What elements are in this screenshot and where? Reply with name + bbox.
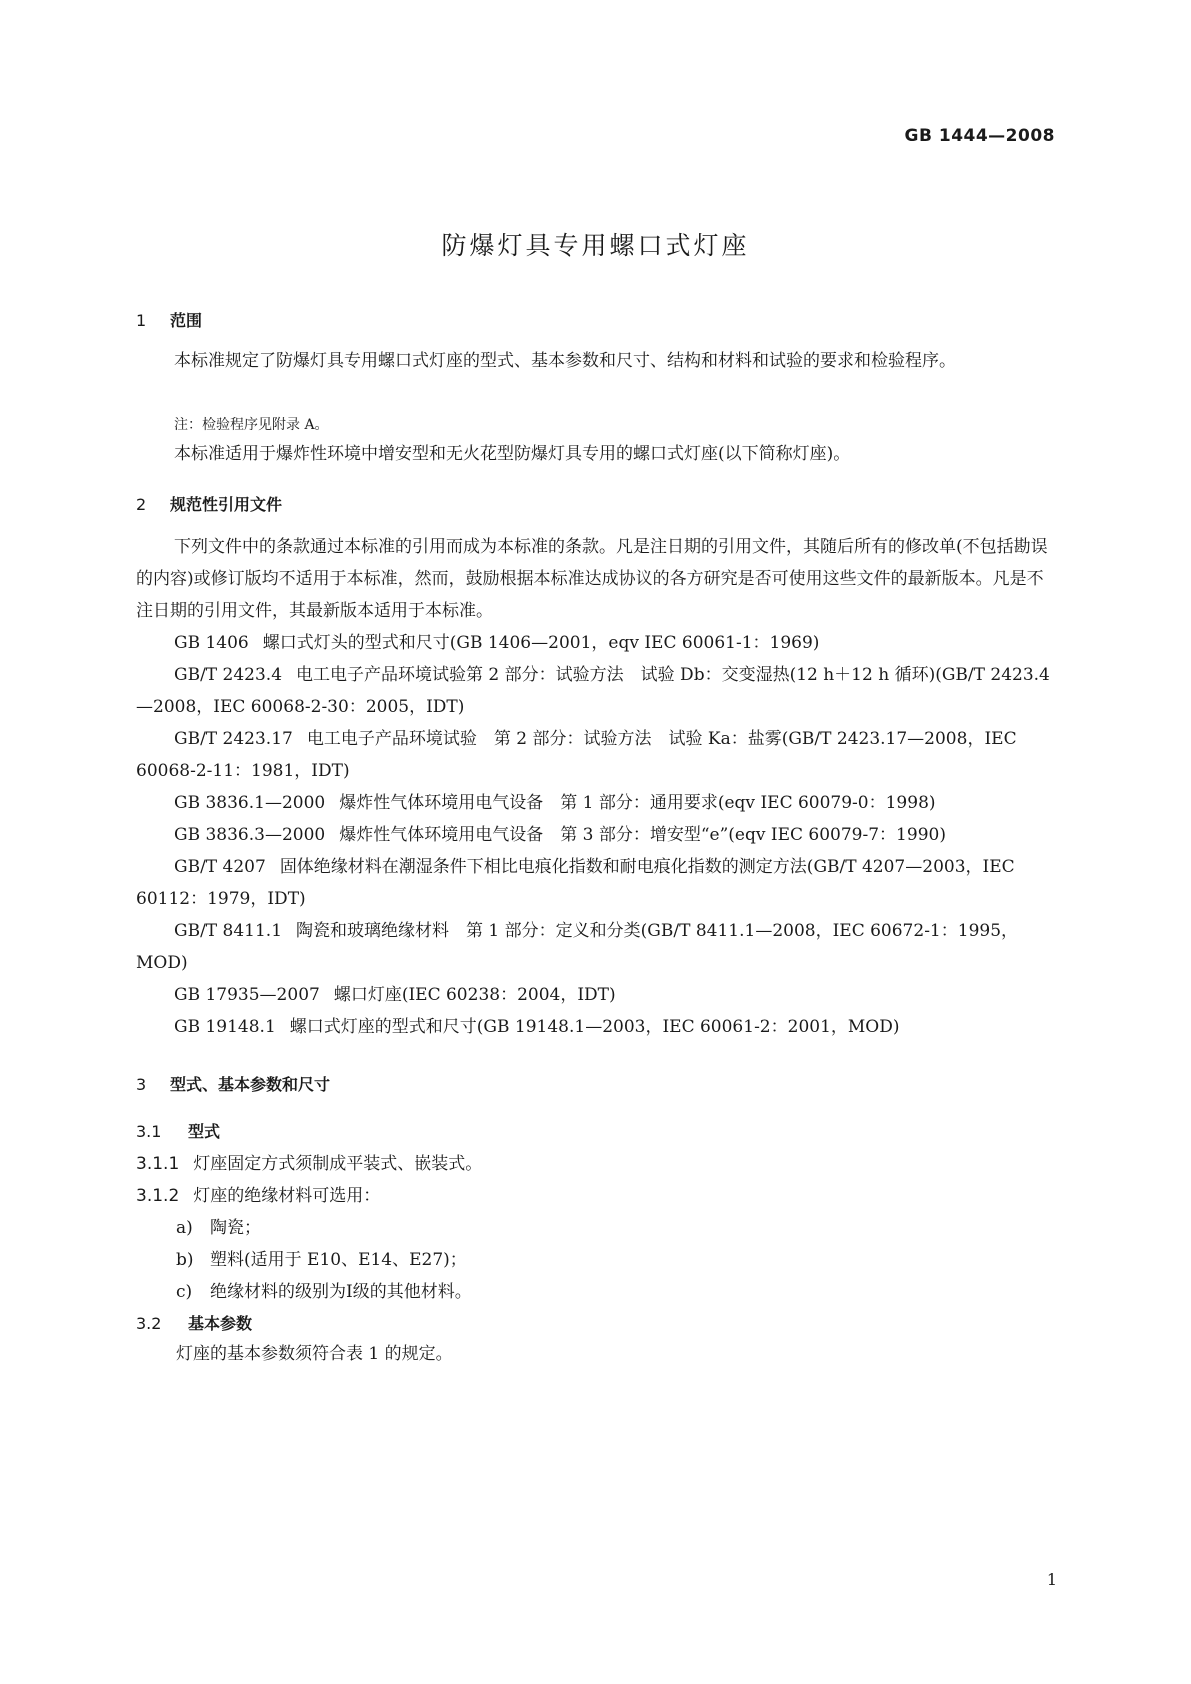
reference-text: 爆炸性气体环境用电气设备 第 3 部分：增安型“e”(eqv IEC 60079-7：1990): [339, 825, 946, 845]
reference-item: [136, 659, 1058, 723]
section-1-paragraph: 本标准规定了防爆灯具专用螺口式灯座的型式、基本参数和尺寸、结构和材料和试验的要求和检验程序。: [174, 351, 956, 371]
list-marker: a): [176, 1218, 193, 1238]
reference-item: [136, 915, 1058, 979]
reference-text: 电工电子产品环境试验第 2 部分：试验方法 试验 Db：交变湿热(12 h＋12 h 循环)(GB/T 2423.4—2008，IEC 60068-2-30：2005，IDT): [136, 665, 1050, 717]
clause-number: 3.1.1: [136, 1154, 180, 1174]
reference-item: [136, 627, 1058, 659]
reference-code: GB 17935—2007: [174, 985, 320, 1005]
reference-item: [136, 979, 1058, 1011]
reference-code: GB 1406: [174, 633, 249, 653]
reference-code: GB 3836.1—2000: [174, 793, 326, 813]
reference-code: GB/T 4207: [174, 857, 266, 877]
clause-text: 灯座的绝缘材料可选用：: [193, 1186, 381, 1206]
reference-text: 爆炸性气体环境用电气设备 第 1 部分：通用要求(eqv IEC 60079-0：1998): [339, 793, 936, 813]
reference-item: [136, 819, 1058, 851]
reference-text: 螺口式灯座的型式和尺寸(GB 19148.1—2003，IEC 60061-2：2001，MOD): [289, 1017, 900, 1037]
clause-3-1-2: [136, 1181, 380, 1206]
section-1-note: 注：检验程序见附录 A。: [174, 417, 329, 433]
section-1-paragraph-scope: 本标准适用于爆炸性环境中增安型和无火花型防爆灯具专用的螺口式灯座(以下简称灯座)。: [174, 444, 851, 464]
reference-text: 固体绝缘材料在潮湿条件下相比电痕化指数和耐电痕化指数的测定方法(GB/T 4207—2003，IEC 60112：1979，IDT): [136, 857, 1015, 909]
reference-item: [136, 723, 1058, 787]
section-title: 规范性引用文件: [170, 495, 283, 514]
list-text: 绝缘材料的级别为Ⅰ级的其他材料。: [210, 1282, 472, 1302]
reference-item: [136, 1011, 1058, 1043]
reference-text: 电工电子产品环境试验 第 2 部分：试验方法 试验 Ka：盐雾(GB/T 2423.17—2008，IEC 60068-2-11：1981，IDT): [136, 729, 1017, 781]
reference-item: [136, 787, 1058, 819]
clause-3-1-1: [136, 1149, 482, 1174]
list-text: 陶瓷；: [210, 1218, 261, 1238]
reference-code: GB 3836.3—2000: [174, 825, 326, 845]
document-title: 防爆灯具专用螺口式灯座: [441, 231, 750, 260]
reference-text: 螺口灯座(IEC 60238：2004，IDT): [333, 985, 616, 1005]
section-title: 基本参数: [188, 1314, 253, 1333]
section-title: 型式、基本参数和尺寸: [170, 1075, 331, 1094]
section-number: 3: [136, 1075, 147, 1094]
standard-code: GB 1444—2008: [904, 126, 1055, 146]
section-2-heading: [136, 492, 282, 515]
list-marker: c): [176, 1282, 193, 1302]
section-number: 3.2: [136, 1314, 162, 1333]
list-item: [176, 1245, 467, 1270]
section-number: 3.1: [136, 1122, 162, 1141]
reference-text: 陶瓷和玻璃绝缘材料 第 1 部分：定义和分类(GB/T 8411.1—2008，IEC 60672-1：1995，MOD): [136, 921, 1019, 973]
page-number: 1: [1046, 1570, 1057, 1589]
reference-code: GB/T 2423.4: [174, 665, 283, 685]
section-3-2-text: 灯座的基本参数须符合表 1 的规定。: [176, 1344, 453, 1364]
reference-code: GB/T 8411.1: [174, 921, 283, 941]
reference-code: GB/T 2423.17: [174, 729, 293, 749]
reference-text: 螺口式灯头的型式和尺寸(GB 1406—2001，eqv IEC 60061-1：1969): [262, 633, 820, 653]
section-title: 范围: [170, 311, 203, 330]
clause-text: 灯座固定方式须制成平装式、嵌装式。: [193, 1154, 483, 1174]
clause-number: 3.1.2: [136, 1186, 180, 1206]
section-1-heading: [136, 308, 202, 331]
list-text: 塑料(适用于 E10、E14、E27)；: [210, 1250, 467, 1270]
list-marker: b): [176, 1250, 194, 1270]
section-number: 2: [136, 495, 147, 514]
section-number: 1: [136, 311, 147, 330]
list-item: [176, 1213, 261, 1238]
section-3-2-heading: [136, 1311, 252, 1334]
reference-code: GB 19148.1: [174, 1017, 276, 1037]
section-3-heading: [136, 1072, 330, 1095]
section-2-intro: 下列文件中的条款通过本标准的引用而成为本标准的条款。凡是注日期的引用文件，其随后所有的修改单(不包括勘误的内容)或修订版均不适用于本标准，然而，鼓励根据本标准达成协议的各方研究是否可使用这些文件的最新版本。凡是不注日期的引用文件，其最新版本适用于本标准。: [136, 537, 1048, 621]
section-3-1-heading: [136, 1119, 220, 1142]
reference-item: [136, 851, 1058, 915]
list-item: [176, 1277, 472, 1302]
section-title: 型式: [188, 1122, 221, 1141]
